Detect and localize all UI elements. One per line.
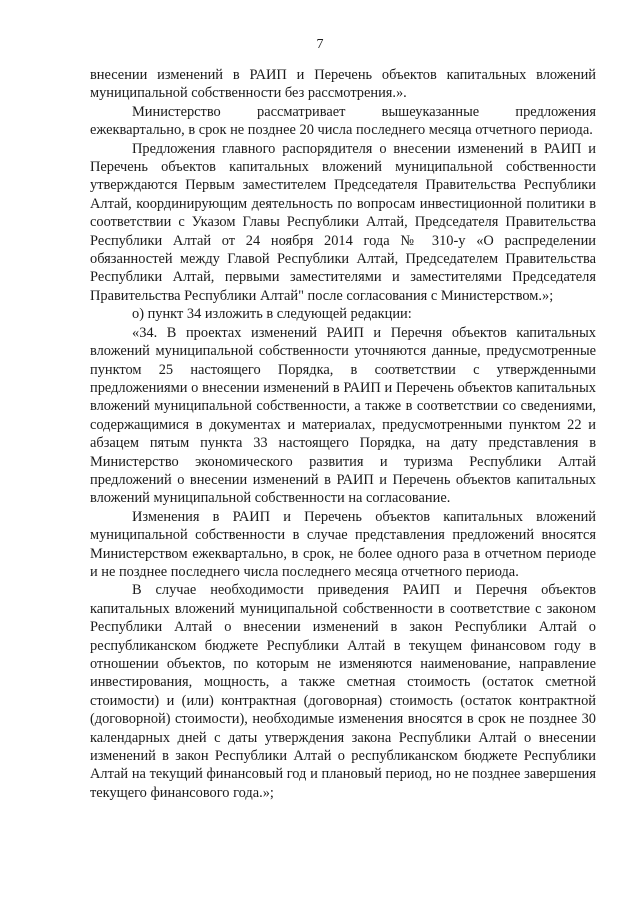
document-body — [90, 66, 596, 802]
paragraph: Предложения главного распорядителя о внесении изменений в РАИП и Перечень объектов капитальных вложений муниципальной собственности утверждаются Первым заместителем Председателя Правительства Республики Алтай, координирующим деятельность по вопросам инвестиционной политики в соответствии с Указом Главы Республики Алтай, Председателя Правительства Республики Алтай от 24 ноября 2014 года № 310-у «О распределении обязанностей между Главой Республики Алтай, Председателем Правительства Республики Алтай, первыми заместителями и заместителями Председателя Правительства Республики Алтай" после согласования с Министерством.»; — [90, 140, 596, 304]
paragraph: о) пункт 34 изложить в следующей редакции: — [132, 306, 412, 323]
paragraph: внесении изменений в РАИП и Перечень объектов капитальных вложений муниципальной собственности без рассмотрения.». — [90, 67, 596, 102]
page-number: 7 — [316, 37, 324, 52]
paragraph: В случае необходимости приведения РАИП и Перечня объектов капитальных вложений муниципальной собственности в соответствие с законом Республики Алтай о внесении изменений в закон Республики Алтай о республиканском бюджете Республики Алтай в текущем финансовом году в отношении объектов, по которым не изменяются наименование, направление инвестирования, мощность, а также сметная стоимость (остаток сметной стоимости) и (или) контрактная (договорная) стоимость (остаток контрактной (договорной) стоимости), необходимые изменения вносятся в срок не позднее 30 календарных дней с даты утверждения закона Республики Алтай о внесении изменений в закон Республики Алтай о республиканском бюджете Республики Алтай на текущий финансовый год и плановый период, но не позднее завершения текущего финансового года.»; — [90, 582, 596, 801]
paragraph: «34. В проектах изменений РАИП и Перечня объектов капитальных вложений муниципальной собственности уточняются данные, предусмотренные пунктом 25 настоящего Порядка, в соответствии с утвержденными предложениями о внесении изменений в РАИП и Перечень объектов капитальных вложений муниципальной собственности, а также в соответствии со сведениями, содержащимися в документах и материалах, предусмотренными пунктом 22 и абзацем пятым пункта 33 настоящего Порядка, на дату представления в Министерство экономического развития и туризма Республики Алтай предложений о внесении изменений в РАИП и Перечень объектов капитальных вложений муниципальной собственности на согласование. — [90, 324, 596, 507]
paragraph: Изменения в РАИП и Перечень объектов капитальных вложений муниципальной собственности в случае представления предложений вносятся Министерством ежеквартально, в срок, не более одного раза в отчетном периоде и не позднее последнего числа последнего месяца отчетного периода. — [90, 508, 596, 580]
paragraph: Министерство рассматривает вышеуказанные предложения ежеквартально, в срок не позднее 20 числа последнего месяца отчетного периода. — [90, 103, 596, 139]
